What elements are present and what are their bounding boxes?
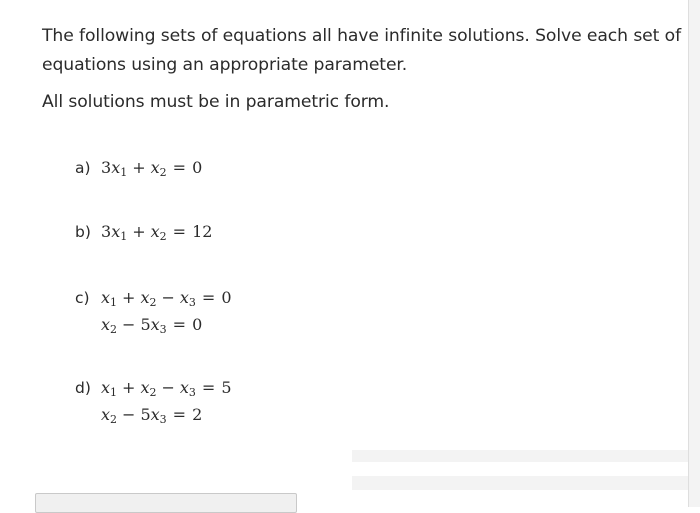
variable: x <box>179 288 189 307</box>
rhs-value: 2 <box>192 405 203 424</box>
divider-strip <box>352 450 688 462</box>
rhs-value: 0 <box>192 158 203 177</box>
problem-label: c) <box>75 289 90 307</box>
subscript: 2 <box>149 386 157 399</box>
equation-row <box>75 401 232 428</box>
coefficient: 3 <box>101 222 112 241</box>
term <box>101 222 127 241</box>
equals-sign: = <box>172 315 187 334</box>
equation-row <box>75 374 232 401</box>
equals-sign: = <box>172 158 187 177</box>
equation <box>75 315 202 334</box>
rhs-value: 12 <box>192 222 213 241</box>
equation-row <box>75 218 212 245</box>
variable: x <box>150 222 160 241</box>
operator: − <box>122 405 136 424</box>
equals-sign: = <box>201 288 216 307</box>
term <box>140 405 166 424</box>
operator: + <box>132 222 146 241</box>
problem-label: a) <box>75 159 91 177</box>
variable: x <box>140 288 150 307</box>
coefficient: 5 <box>140 405 151 424</box>
rhs-value: 5 <box>221 378 232 397</box>
problem-c <box>75 284 232 338</box>
term <box>151 158 167 177</box>
scrollbar-track[interactable] <box>688 0 700 507</box>
subscript: 3 <box>188 296 196 309</box>
subscript: 2 <box>110 413 118 426</box>
equation-row <box>75 154 202 181</box>
equals-sign: = <box>201 378 216 397</box>
answer-input-box[interactable] <box>35 493 297 513</box>
variable: x <box>111 222 121 241</box>
variable: x <box>101 378 111 397</box>
subscript: 2 <box>149 296 157 309</box>
equation <box>101 222 212 241</box>
equation-row <box>75 311 232 338</box>
operator: − <box>161 378 175 397</box>
term <box>101 378 117 397</box>
subscript: 2 <box>110 323 118 336</box>
question-note: All solutions must be in parametric form. <box>42 92 390 112</box>
equation-row <box>75 284 232 311</box>
term <box>140 378 156 397</box>
problem-a <box>75 154 202 181</box>
subscript: 3 <box>159 413 167 426</box>
equation <box>101 288 232 307</box>
equation <box>101 378 232 397</box>
term <box>101 315 117 334</box>
variable: x <box>179 378 189 397</box>
term <box>180 288 196 307</box>
question-intro: The following sets of equations all have infinite solutions. Solve each set of equations using an appropriate parameter. <box>42 26 682 75</box>
subscript: 1 <box>110 386 118 399</box>
variable: x <box>150 158 160 177</box>
variable: x <box>101 315 111 334</box>
divider-strip <box>352 476 688 490</box>
term <box>101 288 117 307</box>
operator: + <box>122 288 136 307</box>
rhs-value: 0 <box>221 288 232 307</box>
equals-sign: = <box>172 222 187 241</box>
problem-label: d) <box>75 379 91 397</box>
subscript: 3 <box>188 386 196 399</box>
subscript: 1 <box>110 296 118 309</box>
coefficient: 5 <box>140 315 151 334</box>
coefficient: 3 <box>101 158 112 177</box>
variable: x <box>150 405 160 424</box>
equals-sign: = <box>172 405 187 424</box>
term <box>140 288 156 307</box>
subscript: 2 <box>159 166 167 179</box>
problem-d <box>75 374 232 428</box>
operator: + <box>132 158 146 177</box>
subscript: 1 <box>120 230 128 243</box>
term <box>180 378 196 397</box>
term <box>101 158 127 177</box>
operator: − <box>122 315 136 334</box>
problem-label: b) <box>75 223 91 241</box>
variable: x <box>101 288 111 307</box>
problem-b <box>75 218 212 245</box>
equation <box>101 158 202 177</box>
term <box>151 222 167 241</box>
variable: x <box>111 158 121 177</box>
rhs-value: 0 <box>192 315 203 334</box>
variable: x <box>150 315 160 334</box>
term <box>101 405 117 424</box>
equation <box>75 405 202 424</box>
term <box>140 315 166 334</box>
variable: x <box>101 405 111 424</box>
operator: + <box>122 378 136 397</box>
subscript: 1 <box>120 166 128 179</box>
subscript: 2 <box>159 230 167 243</box>
variable: x <box>140 378 150 397</box>
subscript: 3 <box>159 323 167 336</box>
operator: − <box>161 288 175 307</box>
